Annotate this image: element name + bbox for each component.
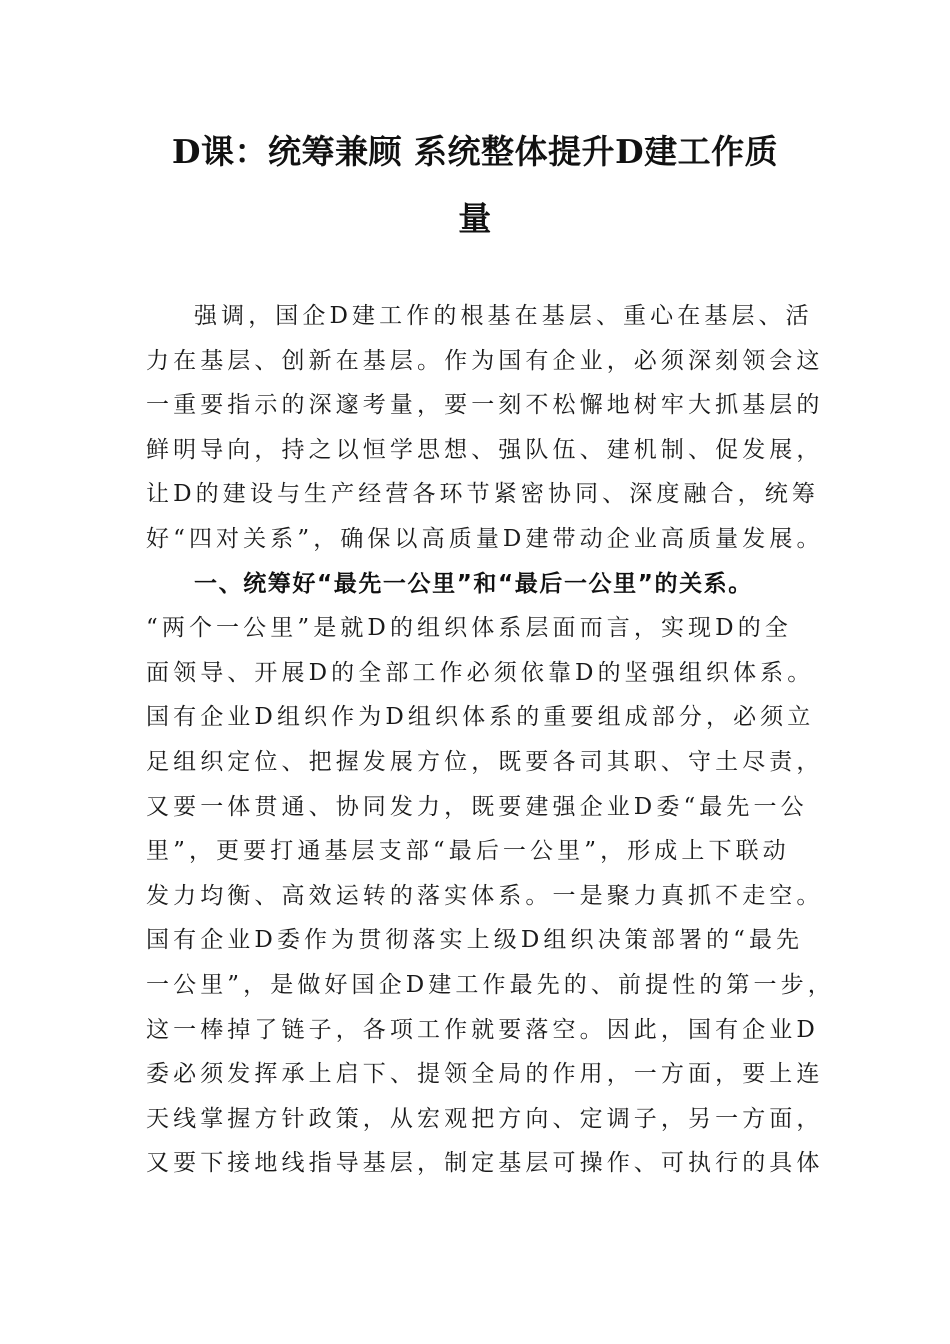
section-1-paragraph-line: “两个一公里”是就D的组织体系层面而言，实现D的全 bbox=[146, 615, 792, 642]
section-1-paragraph-line: 面领导、开展D的全部工作必须依靠D的坚强组织体系。 bbox=[146, 659, 815, 686]
section-1-paragraph-line: 国有企业D组织作为D组织体系的重要组成部分，必须立 bbox=[146, 704, 815, 731]
document-body bbox=[146, 294, 846, 1186]
document-title-line-1: D课：统筹兼顾 系统整体提升D建工作质 bbox=[171, 132, 779, 171]
section-1-paragraph-line: 里”，更要打通基层支部“最后一公里”，形成上下联动 bbox=[146, 838, 790, 865]
section-1-heading: 一、统筹好“最先一公里”和“最后一公里”的关系。 bbox=[194, 570, 753, 597]
intro-paragraph-line: 力在基层、创新在基层。作为国有企业，必须深刻领会这 bbox=[146, 347, 824, 374]
section-1-paragraph-line: 一公里”，是做好国企D建工作最先的、前提性的第一步， bbox=[146, 971, 835, 998]
section-1-paragraph-line: 又要下接地线指导基层，制定基层可操作、可执行的具体 bbox=[146, 1150, 824, 1177]
section-1-paragraph-line: 委必须发挥承上启下、提领全局的作用，一方面，要上连 bbox=[146, 1061, 824, 1088]
section-1-paragraph-line: 国有企业D委作为贯彻落实上级D组织决策部署的“最先 bbox=[146, 927, 804, 954]
section-1-paragraph-line: 又要一体贯通、协同发力，既要建强企业D委“最先一公 bbox=[146, 793, 808, 820]
document-title-line-2: 量 bbox=[458, 199, 492, 238]
section-1-paragraph-line: 发力均衡、高效运转的落实体系。一是聚力真抓不走空。 bbox=[146, 882, 824, 909]
intro-paragraph-line: 一重要指示的深邃考量，要一刻不松懈地树牢大抓基层的 bbox=[146, 392, 824, 419]
section-1-paragraph-line: 天线掌握方针政策，从宏观把方向、定调子，另一方面， bbox=[146, 1105, 824, 1132]
intro-paragraph-line: 让D的建设与生产经营各环节紧密协同、深度融合，统筹 bbox=[146, 481, 819, 508]
intro-paragraph-line: 强调，国企D建工作的根基在基层、重心在基层、活 bbox=[194, 303, 813, 329]
section-1-paragraph-line: 足组织定位、把握发展方位，既要各司其职、守土尽责， bbox=[146, 748, 824, 775]
intro-paragraph-line: 好“四对关系”，确保以高质量D建带动企业高质量发展。 bbox=[146, 525, 824, 552]
section-1-paragraph-line: 这一棒掉了链子，各项工作就要落空。因此，国有企业D bbox=[146, 1016, 819, 1043]
intro-paragraph-line: 鲜明导向，持之以恒学思想、强队伍、建机制、促发展， bbox=[146, 436, 824, 463]
